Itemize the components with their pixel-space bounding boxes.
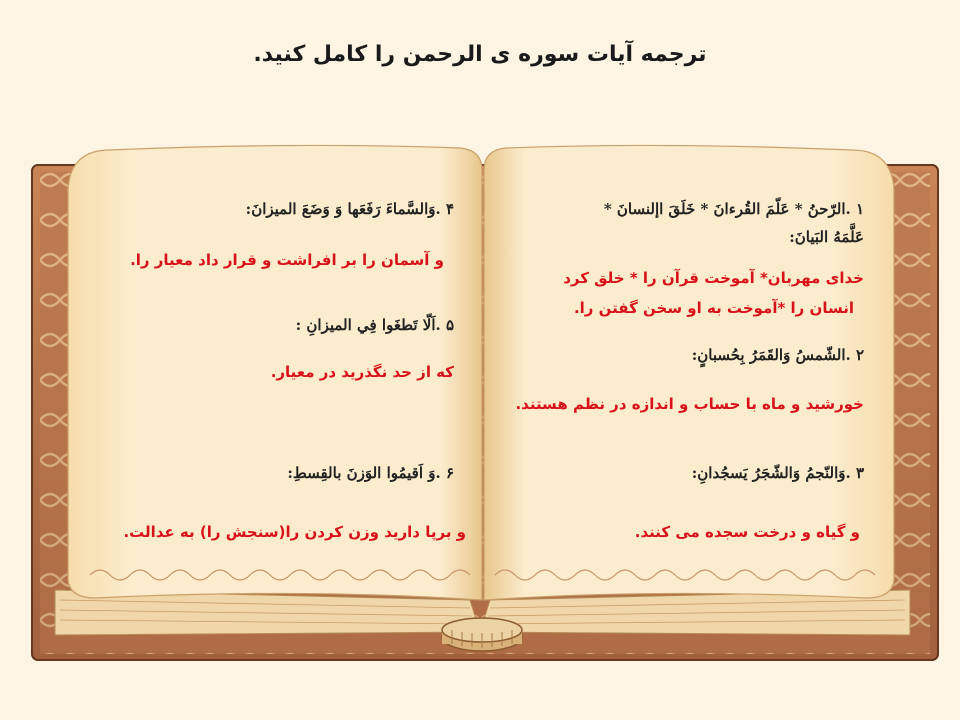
- translation-4: و آسمان را بر افراشت و قرار داد معیار را.: [130, 251, 444, 269]
- verse-6: ۶ .وَ اَقيمُوا الوَزنَ بالقِسطِ:: [287, 464, 454, 482]
- verse-3: ٣ .وَالنّجمُ وَالشّجَرُ يَسجُدانِ:: [691, 464, 864, 482]
- verse-2: ٢ .الشّمسُ وَالقَمَرُ بِحُسبانٍ:: [691, 346, 864, 364]
- verse-4: ۴ .وَالسَّماءَ رَفَعَها وَ وَضَعَ الميزانَ:: [245, 200, 454, 218]
- translation-3: و گیاه و درخت سجده می کنند.: [634, 523, 860, 541]
- spine-clasp: [442, 618, 522, 651]
- verse-5: ۵ .اَلّا تَطغَوا فِي الميزانِ :: [295, 316, 454, 334]
- translation-6: و برپا دارید وزن کردن را(سنجش را) به عدالت.: [123, 523, 466, 541]
- verse-1-line-1: ١ .الرّحنُ * عَلّمَ القُرءانَ * خَلَقَ اإلنسانَ *: [603, 200, 864, 218]
- translation-1-line-2: انسان را *آموخت به او سخن گفتن را.: [573, 299, 854, 317]
- translation-5: که از حد نگذرید در معیار.: [270, 363, 454, 381]
- translation-2: خورشید و ماه با حساب و اندازه در نظم هستند.: [515, 395, 864, 413]
- page-title: ترجمه آیات سوره ی الرحمن را کامل کنید.: [253, 42, 707, 67]
- translation-1-line-1: خدای مهربان* آموخت قرآن را * خلق کرد: [563, 269, 864, 287]
- verse-1-line-2: عَلَّمَهُ البَيانَ:: [789, 228, 864, 246]
